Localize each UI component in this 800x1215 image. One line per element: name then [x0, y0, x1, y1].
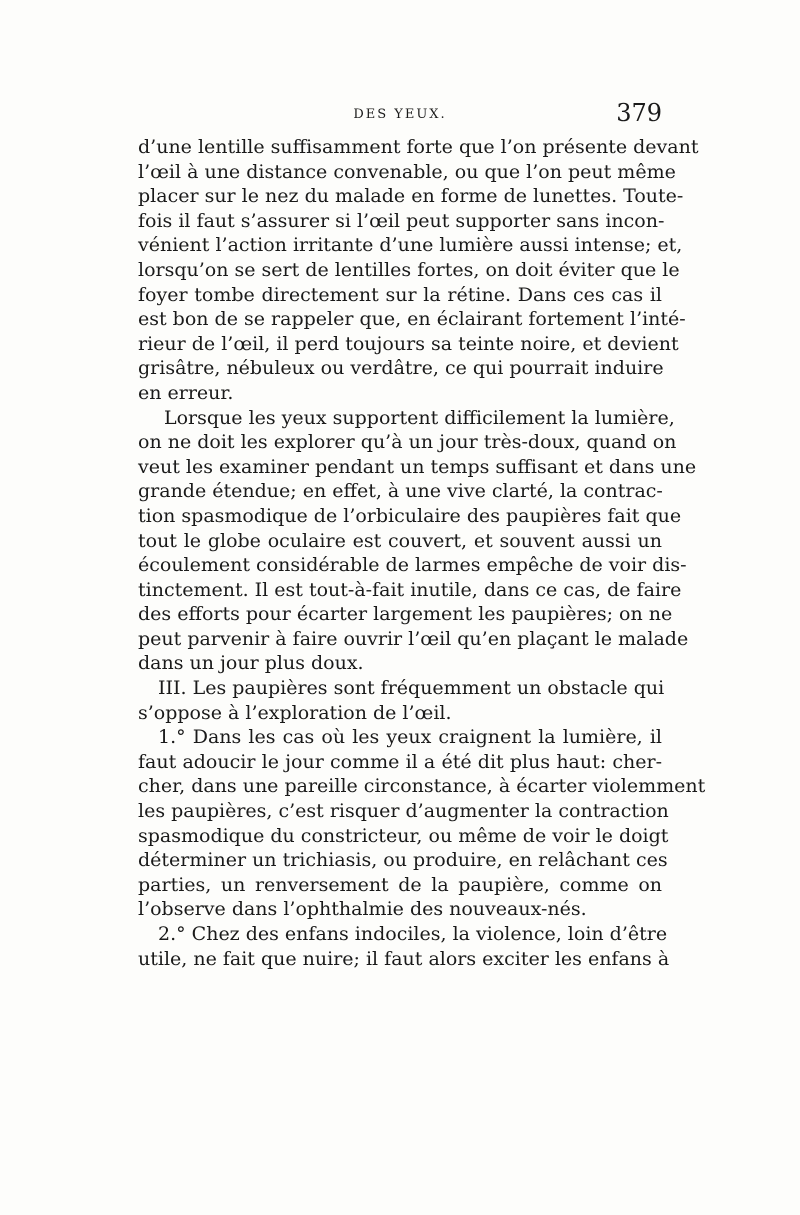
text-line: les paupières, c’est risquer d’augmenter la contraction	[138, 800, 669, 823]
text-line: tout le globe oculaire est couvert, et souvent aussi un	[138, 529, 662, 552]
text-line: lorsqu’on se sert de lentilles fortes, on doit éviter que le	[138, 258, 680, 281]
text-line: spasmodique du constricteur, ou même de voir le doigt	[138, 824, 669, 847]
page-number: 379	[616, 99, 662, 127]
text-line: III. Les paupières sont fréquemment un obstacle qui	[158, 677, 665, 700]
text-line: en erreur.	[138, 381, 234, 404]
body-text	[138, 135, 706, 971]
text-line: vénient l’action irritante d’une lumière aussi intense; et,	[138, 234, 683, 257]
text-line: tinctement. Il est tout-à-fait inutile, dans ce cas, de faire	[138, 578, 682, 601]
text-line: Lorsque les yeux supportent difficilement la lumière,	[164, 406, 675, 429]
text-line: dans un jour plus doux.	[138, 652, 364, 675]
text-line: foyer tombe directement sur la rétine. Dans ces cas il	[138, 283, 662, 306]
page-header	[138, 99, 662, 137]
text-line: tion spasmodique de l’orbiculaire des paupières fait que	[138, 504, 682, 527]
text-line: l’observe dans l’ophthalmie des nouveaux-nés.	[138, 898, 587, 921]
running-head: DES YEUX.	[353, 107, 447, 122]
text-line: veut les examiner pendant un temps suffisant et dans une	[138, 455, 697, 478]
text-line: d’une lentille suffisamment forte que l’on présente devant	[138, 136, 699, 158]
text-line: utile, ne fait que nuire; il faut alors exciter les enfans à	[138, 947, 670, 970]
text-line: s’oppose à l’exploration de l’œil.	[138, 701, 452, 724]
text-line: peut parvenir à faire ouvrir l’œil qu’en plaçant le malade	[138, 627, 689, 650]
text-line: écoulement considérable de larmes empêche de voir dis-	[138, 554, 687, 577]
text-line: l’œil à une distance convenable, ou que l’on peut même	[138, 160, 676, 183]
text-line: est bon de se rappeler que, en éclairant fortement l’inté-	[138, 308, 686, 331]
text-line: fois il faut s’assurer si l’œil peut supporter sans incon-	[138, 209, 665, 232]
text-line: des efforts pour écarter largement les paupières; on ne	[138, 603, 673, 626]
text-line: parties, un renversement de la paupière, comme on	[138, 873, 662, 896]
text-line: placer sur le nez du malade en forme de lunettes. Toute-	[138, 185, 684, 208]
text-line: cher, dans une pareille circonstance, à écarter violemment	[138, 775, 706, 798]
text-line: grisâtre, nébuleux ou verdâtre, ce qui pourrait induire	[138, 357, 664, 380]
text-line: faut adoucir le jour comme il a été dit plus haut: cher-	[138, 750, 662, 773]
text-line: grande étendue; en effet, à une vive clarté, la contrac-	[138, 480, 663, 503]
text-line: on ne doit les explorer qu’à un jour très-doux, quand on	[138, 431, 677, 454]
text-line: déterminer un trichiasis, ou produire, en relâchant ces	[138, 849, 668, 872]
text-line: 2.° Chez des enfans indociles, la violence, loin d’être	[158, 923, 668, 945]
text-line: 1.° Dans les cas où les yeux craignent la lumière, il	[158, 726, 662, 749]
text-line: rieur de l’œil, il perd toujours sa teinte noire, et devient	[138, 332, 679, 355]
